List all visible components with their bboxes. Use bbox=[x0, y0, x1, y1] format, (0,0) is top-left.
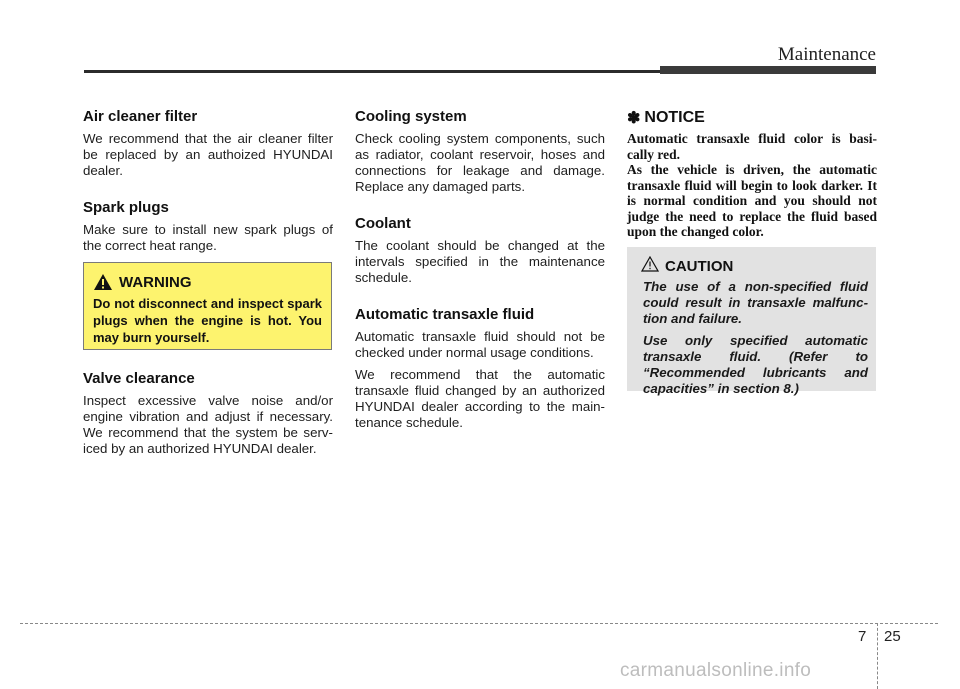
notice-text-1: Automatic transaxle fluid color is basi-cally red. bbox=[627, 131, 877, 162]
warning-text: Do not disconnect and inspect spark plugs when the engine is hot. You may burn yourself. bbox=[93, 296, 322, 345]
column-right bbox=[627, 108, 877, 240]
transaxle-fluid-heading: Automatic transaxle fluid bbox=[355, 306, 535, 323]
caution-text-1: The use of a non-specified fluid could result in transaxle malfunc-tion and failure. bbox=[643, 279, 868, 326]
header-rule-thick bbox=[660, 66, 876, 74]
spark-plugs-heading: Spark plugs bbox=[83, 199, 169, 216]
transaxle-fluid-text-2: We recommend that the automatic transaxle fluid changed by an authorized HYUNDAI dealer according to the main-tenance schedule. bbox=[355, 367, 605, 430]
coolant-heading: Coolant bbox=[355, 215, 411, 232]
column-left bbox=[83, 108, 333, 260]
caution-box bbox=[627, 247, 876, 396]
air-filter-text: We recommend that the air cleaner filter be replaced by an authoized HYUNDAI dealer. bbox=[83, 131, 333, 178]
cooling-system-text: Check cooling system components, such as radiator, coolant reservoir, hoses and connections for leakage and damage. Replace any damaged parts. bbox=[355, 131, 605, 194]
spark-plugs-text: Make sure to install new spark plugs of the correct heat range. bbox=[83, 222, 333, 253]
notice-body bbox=[627, 131, 877, 240]
caution-text-2: Use only specified automatic transaxle fluid. (Refer to “Recommended lubricants and capacities” in section 8.) bbox=[643, 333, 868, 396]
notice-text-2: As the vehicle is driven, the automatic transaxle fluid will begin to look darker. It is normal condition and you should not judge the need to replace the fluid based upon the changed color. bbox=[627, 162, 877, 239]
watermark-text: carmanualsonline.info bbox=[620, 660, 812, 681]
notice-title: NOTICE bbox=[644, 109, 705, 126]
transaxle-fluid-text-1: Automatic transaxle fluid should not be checked under normal usage conditions. bbox=[355, 329, 605, 360]
page-header-title: Maintenance bbox=[777, 44, 876, 65]
column-middle bbox=[355, 108, 605, 437]
warning-box bbox=[83, 262, 332, 350]
cooling-system-heading: Cooling system bbox=[355, 108, 467, 125]
caution-title: CAUTION bbox=[665, 258, 734, 275]
valve-clearance-text: Inspect excessive valve noise and/or engine vibration and adjust if necessary. We recommend that the system be serv-iced by an authorized HYUNDAI dealer. bbox=[83, 393, 333, 456]
warning-triangle-icon bbox=[93, 273, 113, 291]
notice-title-row bbox=[627, 108, 877, 128]
footer-vertical-dash bbox=[877, 623, 878, 689]
coolant-text: The coolant should be changed at the intervals specified in the maintenance schedule. bbox=[355, 238, 605, 285]
page-number: 25 bbox=[884, 628, 901, 645]
notice-asterisk-icon: ✽ bbox=[627, 110, 641, 127]
warning-title: WARNING bbox=[119, 273, 192, 291]
header-rule-thin bbox=[84, 70, 660, 73]
caution-triangle-icon bbox=[641, 256, 659, 277]
column-left-lower bbox=[83, 370, 333, 463]
chapter-number: 7 bbox=[858, 628, 867, 645]
valve-clearance-heading: Valve clearance bbox=[83, 370, 195, 387]
air-filter-heading: Air cleaner filter bbox=[83, 108, 198, 125]
footer-dashed-rule bbox=[20, 623, 938, 624]
